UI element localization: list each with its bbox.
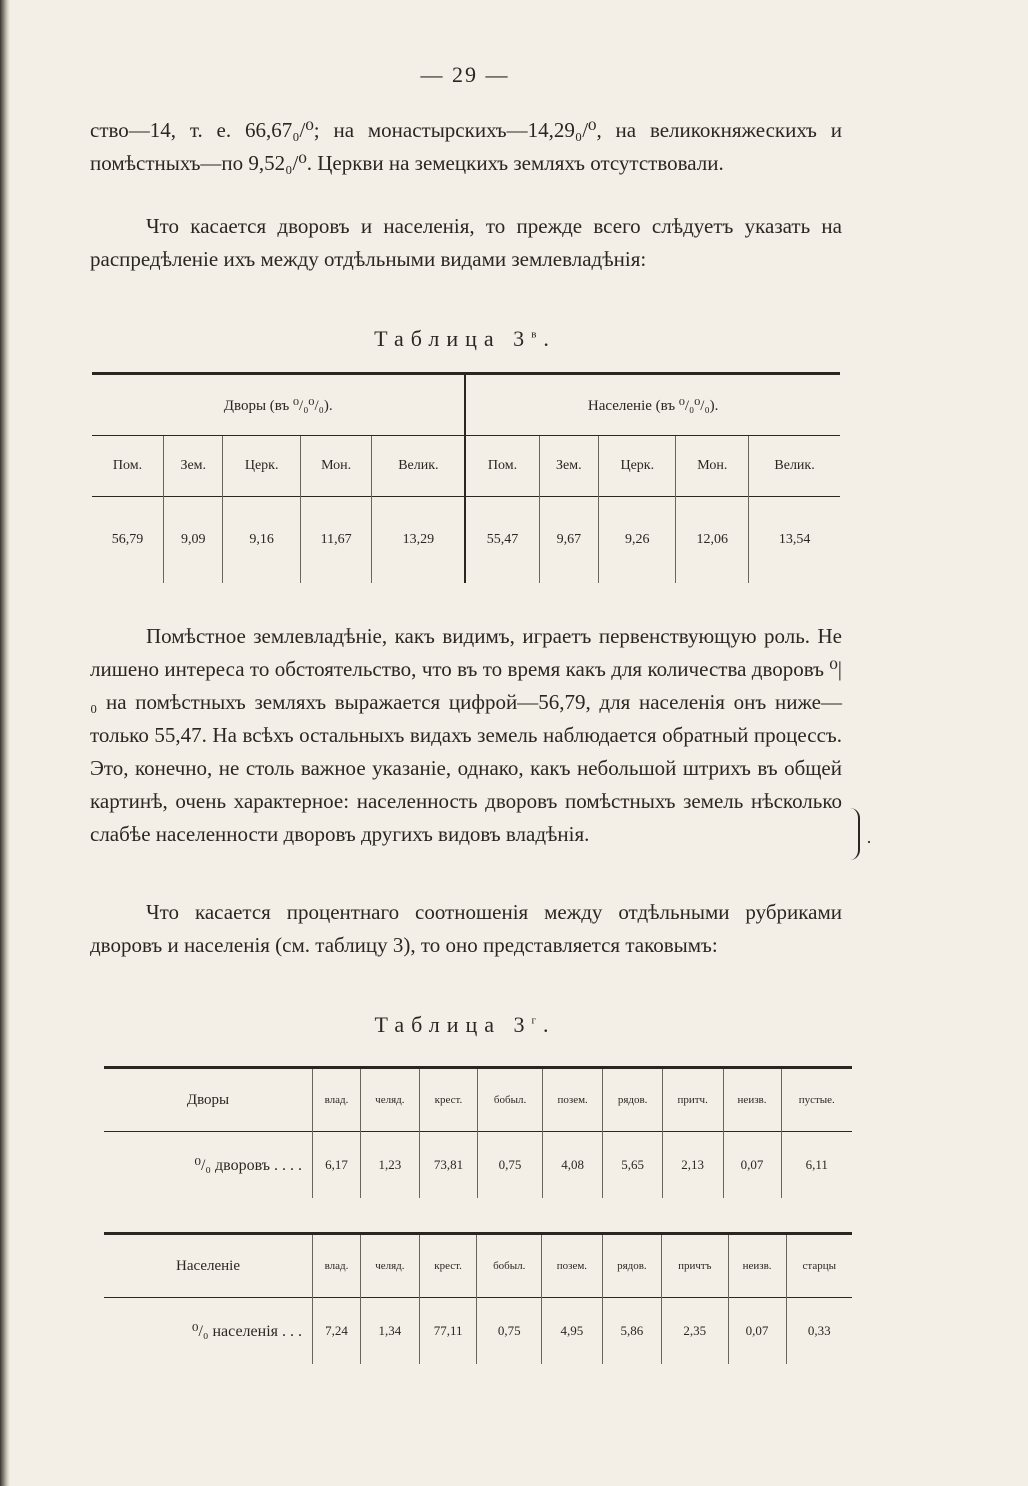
table-3g-title-sup: г xyxy=(531,1014,544,1027)
table-cell: 73,81 xyxy=(419,1132,478,1199)
row-head-dvory: Дворы xyxy=(104,1068,313,1132)
table-cell: 13,29 xyxy=(372,497,466,584)
table-row xyxy=(104,1132,852,1199)
table-cell: 13,54 xyxy=(778,532,811,547)
table-cell: 0,75 xyxy=(478,1132,543,1199)
table-3g-naselenie xyxy=(104,1232,852,1364)
col-header: бобыл. xyxy=(477,1234,542,1298)
table-3v-title-sup: в xyxy=(531,328,544,341)
table-cell: 1,23 xyxy=(360,1132,419,1199)
table-3g-title: Таблица $3^г$. xyxy=(374,1012,556,1037)
col-header: челяд. xyxy=(361,1234,420,1298)
col-header: крест. xyxy=(419,1068,478,1132)
table-cell: 0,33 xyxy=(807,1323,831,1338)
table-cell: 4,08 xyxy=(542,1132,603,1199)
table-cell: 9,67 xyxy=(539,497,598,584)
col-header: притч. xyxy=(662,1068,723,1132)
table-cell: 6,11 xyxy=(805,1157,828,1172)
table-3v-title-text: Таблица 3 xyxy=(374,326,532,351)
group-dvory: Дворы (въ ⁰/₀⁰/₀). xyxy=(92,374,465,436)
table-cell: 5,65 xyxy=(603,1132,662,1199)
table-cell: 0,07 xyxy=(728,1298,786,1365)
table-row xyxy=(104,1298,852,1365)
row-head-naselenie: Населеніе xyxy=(104,1234,313,1298)
col-header: позем. xyxy=(542,1234,603,1298)
table-cell: 77,11 xyxy=(419,1298,477,1365)
col-header: неизв. xyxy=(723,1068,781,1132)
col-header: старцы xyxy=(802,1260,837,1272)
col-header: Пом. xyxy=(465,436,539,497)
col-header: рядов. xyxy=(602,1234,661,1298)
row-label: ⁰/₀ населенія . . . xyxy=(104,1298,313,1365)
table-cell: 55,47 xyxy=(465,497,539,584)
table-cell: 6,17 xyxy=(313,1132,361,1199)
table-cell: 56,79 xyxy=(92,497,164,584)
table-3g-title-text: Таблица 3 xyxy=(374,1012,532,1037)
col-header: Велик. xyxy=(372,436,466,497)
col-header: Велик. xyxy=(774,458,815,473)
table-cell: 1,34 xyxy=(361,1298,420,1365)
col-header: рядов. xyxy=(603,1068,662,1132)
col-header: Церк. xyxy=(223,436,300,497)
col-header: пустые. xyxy=(798,1094,835,1106)
table-3v-title: Таблица $3^в$. xyxy=(374,326,556,351)
table-cell: 9,09 xyxy=(164,497,223,584)
table-3g-dvory xyxy=(104,1066,852,1198)
col-header: Церк. xyxy=(599,436,676,497)
col-header: влад. xyxy=(313,1068,361,1132)
col-header: челяд. xyxy=(360,1068,419,1132)
table-cell: 11,67 xyxy=(300,497,371,584)
paragraph-3: Помѣстное землевладѣніе, какъ видимъ, играетъ первенствующую роль. Не лишено интереса то обстоятельство, что въ то время какъ для количества дворовъ ⁰|₀ на помѣстныхъ земляхъ выражается цифрой—56,79, для населенія онъ ниже—только 55,47. На всѣхъ остальныхъ видахъ земель наблюдается обратный процессъ. Это, конечно, не столь важное указаніе, однако, какъ небольшой штрихъ въ общей картинѣ, очень характерное: населенность дворовъ помѣстныхъ земель нѣсколько слабѣе населенности дворовъ другихъ видовъ владѣнія. xyxy=(90,624,842,846)
col-header: неизв. xyxy=(728,1234,786,1298)
col-header: Зем. xyxy=(539,436,598,497)
table-cell: 5,86 xyxy=(602,1298,661,1365)
row-label: ⁰/₀ дворовъ . . . . xyxy=(104,1132,313,1199)
table-cell: 2,35 xyxy=(662,1298,728,1365)
paragraph-4: Что касается процентнаго соотношенія между отдѣльными рубриками дворовъ и населенія (см. таблицу 3), то оно представляется таковымъ: xyxy=(90,900,842,957)
page-number: — 29 — xyxy=(420,62,510,87)
table-cell: 9,26 xyxy=(599,497,676,584)
table-cell: 12,06 xyxy=(676,497,749,584)
col-header: Пом. xyxy=(92,436,164,497)
table-cell: 9,16 xyxy=(223,497,300,584)
col-header: позем. xyxy=(542,1068,603,1132)
table-cell: 0,07 xyxy=(723,1132,781,1199)
col-header: влад. xyxy=(313,1234,361,1298)
paragraph-2: Что касается дворовъ и населенія, то прежде всего слѣдуетъ указать на распредѣленіе ихъ между отдѣльными видами землевладѣнія: xyxy=(90,214,842,271)
table-cell: 4,95 xyxy=(542,1298,603,1365)
paragraph-1: ство—14, т. е. 66,67₀/⁰; на монастырскихъ—14,29₀/⁰, на великокняжескихъ и помѣстныхъ—по 9,52₀/⁰. Церкви на земецкихъ земляхъ отсутствовали. xyxy=(90,118,842,175)
table-cell: 2,13 xyxy=(662,1132,723,1199)
margin-brace xyxy=(846,808,860,860)
col-header: крест. xyxy=(419,1234,477,1298)
page-edge xyxy=(0,0,10,1486)
col-header: Мон. xyxy=(676,436,749,497)
col-header: Мон. xyxy=(300,436,371,497)
col-header: бобыл. xyxy=(478,1068,543,1132)
group-naselenie: Населеніе (въ ⁰/₀⁰/₀). xyxy=(465,374,840,436)
table-3v xyxy=(92,372,840,583)
margin-dot: · xyxy=(866,832,872,852)
table-cell: 7,24 xyxy=(313,1298,361,1365)
col-header: причтъ xyxy=(662,1234,728,1298)
table-row xyxy=(92,497,840,584)
col-header: Зем. xyxy=(164,436,223,497)
table-cell: 0,75 xyxy=(477,1298,542,1365)
